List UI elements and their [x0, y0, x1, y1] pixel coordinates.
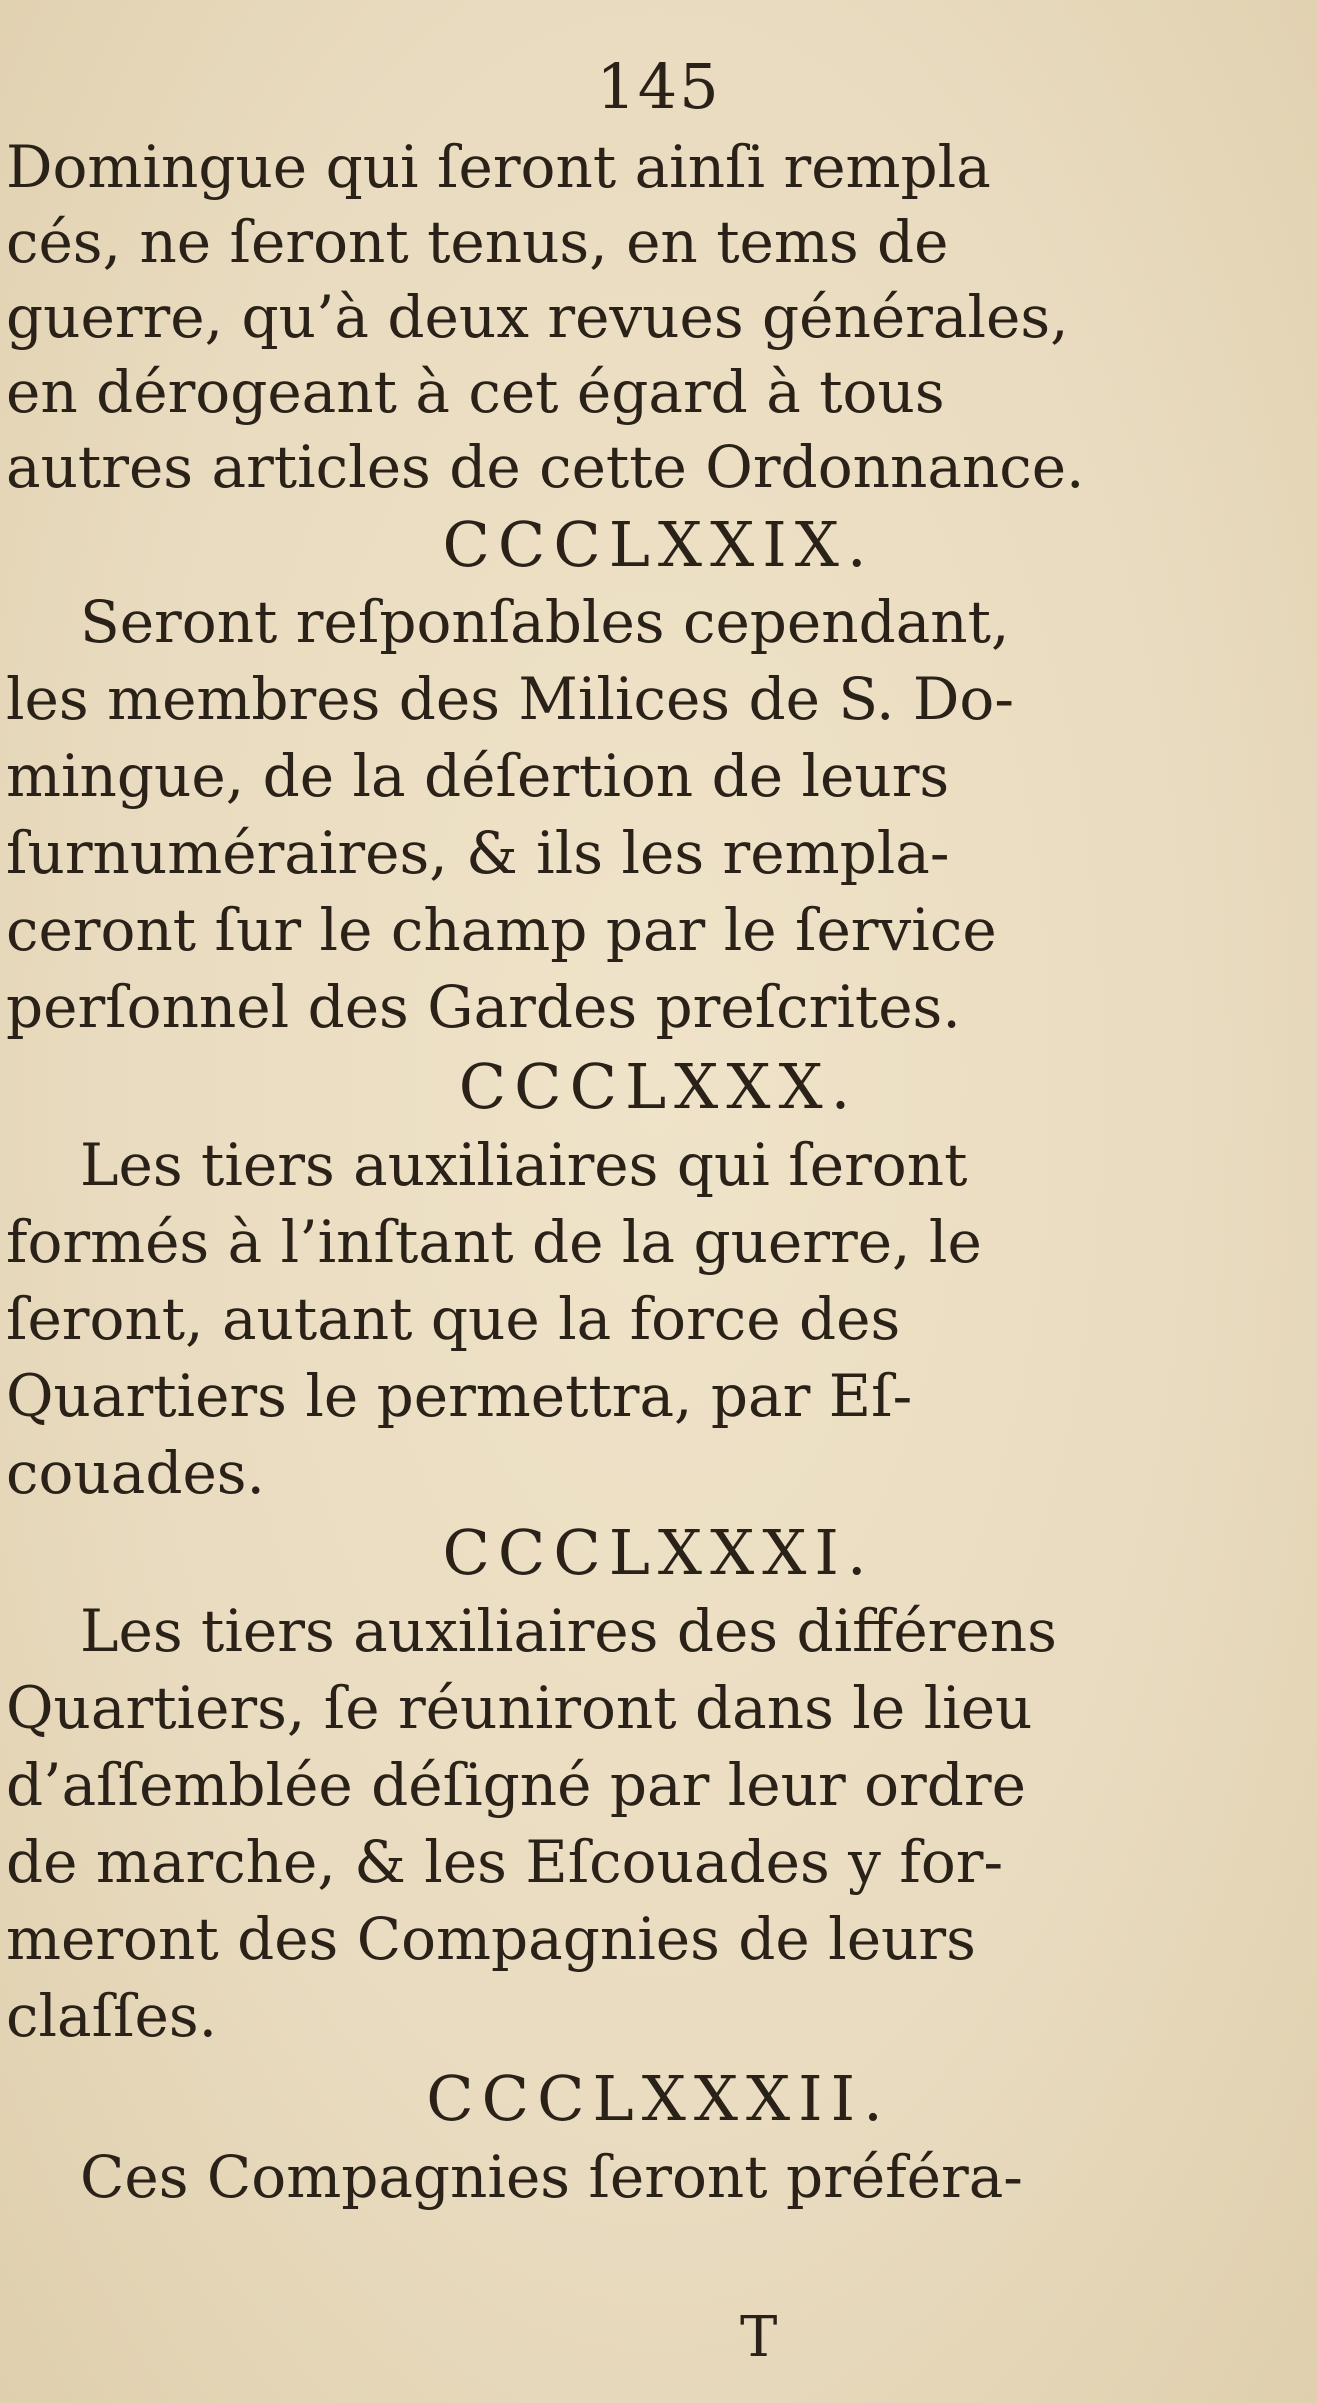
text-line: les membres des Milices de S. Do- — [6, 665, 1014, 733]
text-line: ſeront, autant que la force des — [6, 1285, 901, 1353]
text-line: formés à l’inſtant de la guerre, le — [6, 1208, 982, 1276]
text-line: Domingue qui ſeront ainſi rempla — [6, 133, 991, 201]
text-line: Quartiers, ſe réuniront dans le lieu — [6, 1674, 1033, 1742]
text-line: Les tiers auxiliaires qui ſeront — [80, 1131, 968, 1199]
text-line: guerre, qu’à deux revues générales, — [6, 283, 1069, 351]
article-heading: CCCLXXXII. — [426, 2062, 891, 2135]
text-line: autres articles de cette Ordonnance. — [6, 433, 1085, 501]
text-line: couades. — [6, 1439, 265, 1507]
article-heading: CCCLXXIX. — [442, 508, 875, 581]
page-number: 145 — [596, 50, 721, 123]
text-line: de marche, & les Eſcouades y for- — [6, 1828, 1004, 1896]
text-line: meront des Compagnies de leurs — [6, 1905, 976, 1973]
text-line: claſſes. — [6, 1982, 218, 2050]
text-line: ceront ſur le champ par le ſervice — [6, 896, 997, 964]
text-line: Quartiers le permettra, par Eſ- — [6, 1362, 913, 1430]
text-line: mingue, de la déſertion de leurs — [6, 742, 950, 810]
text-line: Ces Compagnies ſeront préféra- — [80, 2143, 1023, 2211]
text-line: perſonnel des Gardes preſcrites. — [6, 973, 961, 1041]
text-line: d’aſſemblée déſigné par leur ordre — [6, 1751, 1026, 1819]
text-line: en dérogeant à cet égard à tous — [6, 358, 945, 426]
article-heading: CCCLXXX. — [458, 1050, 859, 1123]
signature-mark: T — [740, 2305, 778, 2370]
text-line: Les tiers auxiliaires des différens — [80, 1597, 1057, 1665]
article-heading: CCCLXXXI. — [442, 1516, 875, 1589]
text-line: cés, ne ſeront tenus, en tems de — [6, 208, 949, 276]
text-line: Seront reſponſables cependant, — [80, 588, 1010, 656]
text-line: ſurnuméraires, & ils les rempla- — [6, 819, 950, 887]
